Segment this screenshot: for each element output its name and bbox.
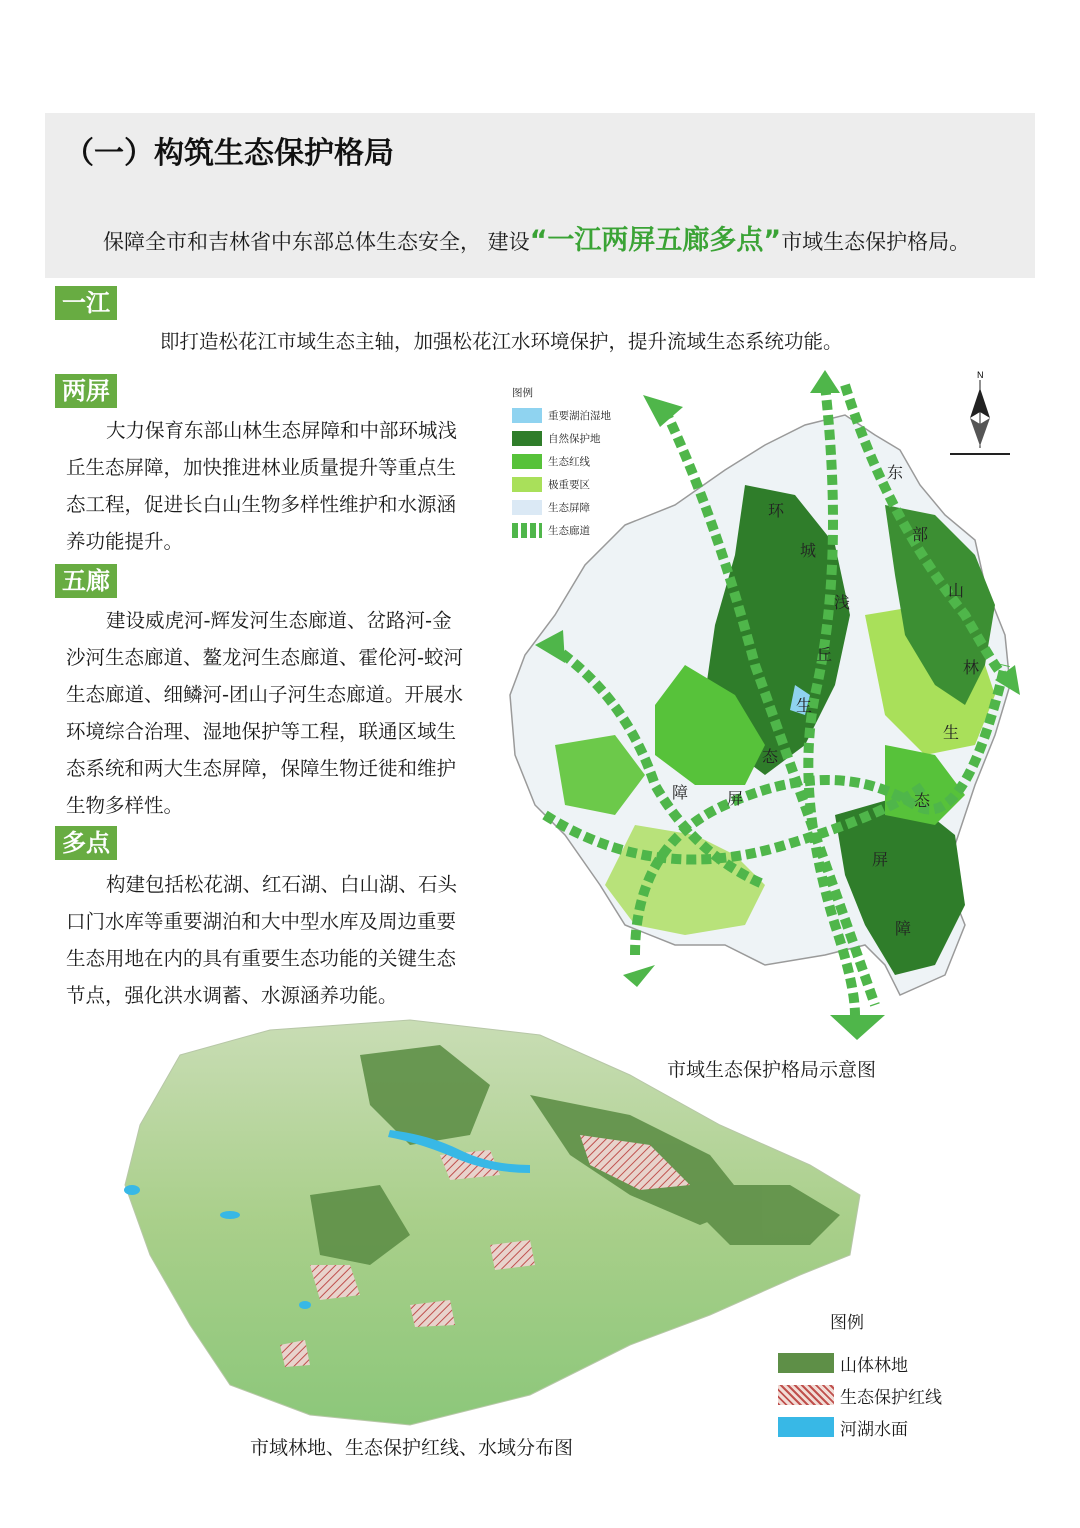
map-label: 屏 bbox=[872, 850, 889, 869]
legend-swatch bbox=[512, 477, 542, 492]
legend-row bbox=[778, 1411, 942, 1443]
redline-area bbox=[490, 1240, 535, 1270]
lake bbox=[220, 1211, 240, 1219]
legend-swatch bbox=[512, 408, 542, 423]
map-label: 浅 bbox=[834, 593, 851, 612]
legend-label: 生态廊道 bbox=[548, 525, 590, 537]
para-line: 构建包括松花湖、红石湖、白山湖、石头 bbox=[106, 873, 458, 896]
legend-swatch bbox=[512, 431, 542, 446]
legend-title: 图例 bbox=[830, 1313, 864, 1333]
tag-wulang: 五廊 bbox=[55, 564, 117, 598]
intro-before: 保障全市和吉林省中东部总体生态安全， 建设 bbox=[103, 230, 530, 254]
para-line: 养功能提升。 bbox=[66, 530, 184, 553]
para-line: 生态用地在内的具有重要生态功能的关键生态 bbox=[66, 947, 457, 970]
legend-row bbox=[778, 1379, 942, 1411]
map-label: 林 bbox=[963, 658, 980, 677]
tag-yijiang: 一江 bbox=[55, 286, 117, 320]
duodian-paragraph bbox=[66, 866, 457, 1014]
legend-swatch bbox=[778, 1417, 834, 1437]
arrow bbox=[810, 370, 840, 393]
para-line: 丘生态屏障，加快推进林业质量提升等重点生 bbox=[66, 456, 457, 479]
legend-label: 山体林地 bbox=[840, 1355, 908, 1376]
legend-label: 生态红线 bbox=[548, 456, 590, 468]
para-line: 生物多样性。 bbox=[66, 794, 184, 817]
map-label: 生 bbox=[943, 723, 960, 742]
legend-row bbox=[512, 427, 611, 450]
yijiang-text: 即打造松花江市域生态主轴，加强松花江水环境保护，提升流域生态系统功能。 bbox=[160, 330, 843, 353]
map-label: 障 bbox=[895, 919, 912, 938]
legend-label: 生态屏障 bbox=[548, 502, 590, 514]
map-label: 屏 bbox=[727, 789, 744, 808]
para-line: 生态廊道、细鳞河-团山子河生态廊道。开展水 bbox=[66, 683, 464, 706]
para-line: 大力保育东部山林生态屏障和中部环城浅 bbox=[106, 419, 458, 442]
para-line: 沙河生态廊道、鳌龙河生态廊道、霍伦河-蛟河 bbox=[66, 646, 464, 669]
legend-label: 河湖水面 bbox=[840, 1419, 908, 1440]
legend-label: 重要湖泊湿地 bbox=[548, 410, 611, 422]
legend-row bbox=[512, 473, 611, 496]
legend-swatch bbox=[512, 454, 542, 469]
map-label: 城 bbox=[800, 541, 817, 560]
map2-caption: 市域林地、生态保护红线、水域分布图 bbox=[250, 1437, 574, 1459]
legend-swatch bbox=[778, 1385, 834, 1405]
lake bbox=[124, 1185, 140, 1195]
legend-label: 极重要区 bbox=[548, 479, 590, 491]
compass-icon bbox=[945, 368, 1015, 460]
para-line: 环境综合治理、湿地保护等工程，联通区域生 bbox=[66, 720, 457, 743]
legend-row bbox=[512, 519, 611, 542]
intro-emphasis: “一江两屏五廊多点” bbox=[529, 225, 782, 256]
legend-swatch bbox=[778, 1353, 834, 1373]
map-label: 丘 bbox=[816, 645, 833, 664]
map-label: 障 bbox=[672, 783, 689, 802]
legend-row bbox=[512, 404, 611, 427]
map2-legend bbox=[778, 1308, 942, 1443]
compass-north-label: N bbox=[977, 370, 984, 380]
arrow bbox=[623, 965, 655, 987]
wulang-paragraph bbox=[66, 602, 463, 824]
liangping-paragraph bbox=[66, 412, 457, 560]
map1-legend bbox=[512, 385, 611, 542]
forest-redline-water-map bbox=[110, 1015, 880, 1435]
map-label: 东 bbox=[887, 463, 904, 482]
lake bbox=[299, 1301, 311, 1309]
map-label: 生 bbox=[796, 696, 813, 715]
section-title: （一）构筑生态保护格局 bbox=[64, 136, 394, 171]
map-label: 环 bbox=[768, 501, 785, 520]
legend-row bbox=[512, 450, 611, 473]
tag-duodian: 多点 bbox=[55, 826, 117, 860]
tag-liangping: 两屏 bbox=[55, 374, 117, 408]
legend-label: 自然保护地 bbox=[548, 433, 601, 445]
para-line: 态系统和两大生态屏障，保障生物迁徙和维护 bbox=[66, 757, 457, 780]
para-line: 节点，强化洪水调蓄、水源涵养功能。 bbox=[66, 984, 398, 1007]
arrow bbox=[643, 395, 683, 427]
intro-after: 市域生态保护格局。 bbox=[781, 230, 971, 254]
map-label: 部 bbox=[912, 525, 929, 544]
map1-caption: 市域生态保护格局示意图 bbox=[667, 1059, 877, 1081]
para-line: 口门水库等重要湖泊和大中型水库及周边重要 bbox=[66, 910, 457, 933]
legend-label: 生态保护红线 bbox=[840, 1387, 942, 1408]
legend-swatch bbox=[512, 500, 542, 515]
legend-title: 图例 bbox=[512, 387, 533, 399]
map-label: 态 bbox=[762, 747, 779, 766]
para-line: 态工程，促进长白山生物多样性维护和水源涵 bbox=[66, 493, 457, 516]
map-label: 山 bbox=[948, 581, 965, 600]
para-line: 建设威虎河-辉发河生态廊道、岔路河-金 bbox=[106, 609, 452, 632]
legend-swatch bbox=[512, 523, 542, 538]
legend-row bbox=[512, 496, 611, 519]
intro-text bbox=[103, 218, 970, 257]
map-label: 态 bbox=[914, 791, 931, 810]
legend-row bbox=[778, 1347, 942, 1379]
